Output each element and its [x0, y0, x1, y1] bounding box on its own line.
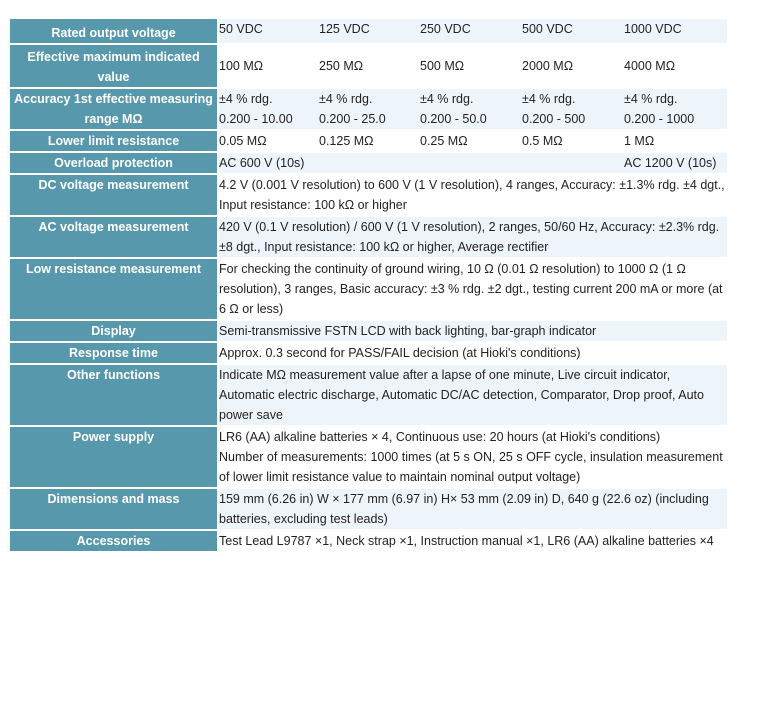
accuracy-range: 0.200 - 25.0: [319, 112, 386, 126]
row-header: Accuracy 1st effective measuring range MΩ: [10, 88, 218, 130]
accuracy-range: 0.200 - 500: [522, 112, 586, 126]
table-row: [10, 530, 727, 552]
table-cell: Indicate MΩ measurement value after a lapse of one minute, Live circuit indicator, Automatic electric discharge, Automatic DC/AC detection, Comparator, Drop proof, Auto power save: [218, 364, 727, 426]
table-cell: [420, 88, 522, 130]
table-cell: AC 600 V (10s): [218, 152, 624, 174]
accuracy-rdg: ±4 % rdg.: [420, 92, 474, 106]
table-cell: 159 mm (6.26 in) W × 177 mm (6.97 in) H× 53 mm (2.09 in) D, 640 g (22.6 oz) (including batteries, excluding test leads): [218, 488, 727, 530]
table-cell: Test Lead L9787 ×1, Neck strap ×1, Instruction manual ×1, LR6 (AA) alkaline batteries ×4: [218, 530, 727, 552]
table-cell: 0.05 MΩ: [218, 130, 319, 152]
table-cell: 125 VDC: [319, 19, 420, 44]
row-header: Display: [10, 320, 218, 342]
table-cell: [624, 88, 727, 130]
table-cell: [218, 88, 319, 130]
table-row: [10, 320, 727, 342]
table-row: [10, 216, 727, 258]
row-header: Overload protection: [10, 152, 218, 174]
accuracy-range: 0.200 - 1000: [624, 112, 695, 126]
table-row: [10, 426, 727, 488]
row-header: Response time: [10, 342, 218, 364]
table-cell: Approx. 0.3 second for PASS/FAIL decision (at Hioki's conditions): [218, 342, 727, 364]
table-row: [10, 152, 727, 174]
table-cell: 100 MΩ: [218, 44, 319, 88]
table-cell: 420 V (0.1 V resolution) / 600 V (1 V resolution), 2 ranges, 50/60 Hz, Accuracy: ±2.3% rdg. ±8 dgt., Input resistance: 100 kΩ or higher, Average rectifier: [218, 216, 727, 258]
table-row: [10, 88, 727, 130]
table-row: [10, 19, 727, 44]
power-supply-line: Number of measurements: 1000 times (at 5 s ON, 25 s OFF cycle, insulation measurement of lower limit resistance value to maintain nominal output voltage): [219, 450, 723, 484]
table-cell: For checking the continuity of ground wiring, 10 Ω (0.01 Ω resolution) to 1000 Ω (1 Ω resolution), 3 ranges, Basic accuracy: ±3 % rdg. ±2 dgt., testing current 200 mA or more (at 6 Ω or less): [218, 258, 727, 320]
table-cell: 4000 MΩ: [624, 44, 727, 88]
table-cell: 1 MΩ: [624, 130, 727, 152]
row-header: Other functions: [10, 364, 218, 426]
table-cell: 0.5 MΩ: [522, 130, 624, 152]
table-cell: [218, 426, 727, 488]
table-cell: 0.25 MΩ: [420, 130, 522, 152]
row-header: Low resistance measurement: [10, 258, 218, 320]
table-cell: 2000 MΩ: [522, 44, 624, 88]
row-header: Dimensions and mass: [10, 488, 218, 530]
accuracy-rdg: ±4 % rdg.: [522, 92, 576, 106]
table-row: [10, 44, 727, 88]
accuracy-rdg: ±4 % rdg.: [624, 92, 678, 106]
table-cell: 4.2 V (0.001 V resolution) to 600 V (1 V resolution), 4 ranges, Accuracy: ±1.3% rdg. ±4 dgt., Input resistance: 100 kΩ or higher: [218, 174, 727, 216]
table-row: [10, 130, 727, 152]
table-cell: [522, 88, 624, 130]
row-header: Accessories: [10, 530, 218, 552]
row-header: Lower limit resistance: [10, 130, 218, 152]
table-cell: 1000 VDC: [624, 19, 727, 44]
table-row: [10, 258, 727, 320]
table-cell: 250 MΩ: [319, 44, 420, 88]
table-row: [10, 488, 727, 530]
power-supply-line: LR6 (AA) alkaline batteries × 4, Continuous use: 20 hours (at Hioki's conditions): [219, 430, 661, 444]
table-cell: 500 VDC: [522, 19, 624, 44]
accuracy-range: 0.200 - 50.0: [420, 112, 487, 126]
row-header: DC voltage measurement: [10, 174, 218, 216]
table-cell: 500 MΩ: [420, 44, 522, 88]
table-cell: Semi-transmissive FSTN LCD with back lighting, bar-graph indicator: [218, 320, 727, 342]
row-header: AC voltage measurement: [10, 216, 218, 258]
row-header: Effective maximum indicated value: [10, 44, 218, 88]
table-cell: 250 VDC: [420, 19, 522, 44]
accuracy-range: 0.200 - 10.00: [219, 112, 293, 126]
table-cell: [319, 88, 420, 130]
specifications-table: [10, 19, 727, 553]
table-row: [10, 174, 727, 216]
table-cell: AC 1200 V (10s): [624, 152, 727, 174]
table-row: [10, 364, 727, 426]
row-header: Rated output voltage: [10, 19, 218, 44]
table-cell: 50 VDC: [218, 19, 319, 44]
accuracy-rdg: ±4 % rdg.: [319, 92, 373, 106]
table-row: [10, 342, 727, 364]
row-header: Power supply: [10, 426, 218, 488]
accuracy-rdg: ±4 % rdg.: [219, 92, 273, 106]
table-cell: 0.125 MΩ: [319, 130, 420, 152]
